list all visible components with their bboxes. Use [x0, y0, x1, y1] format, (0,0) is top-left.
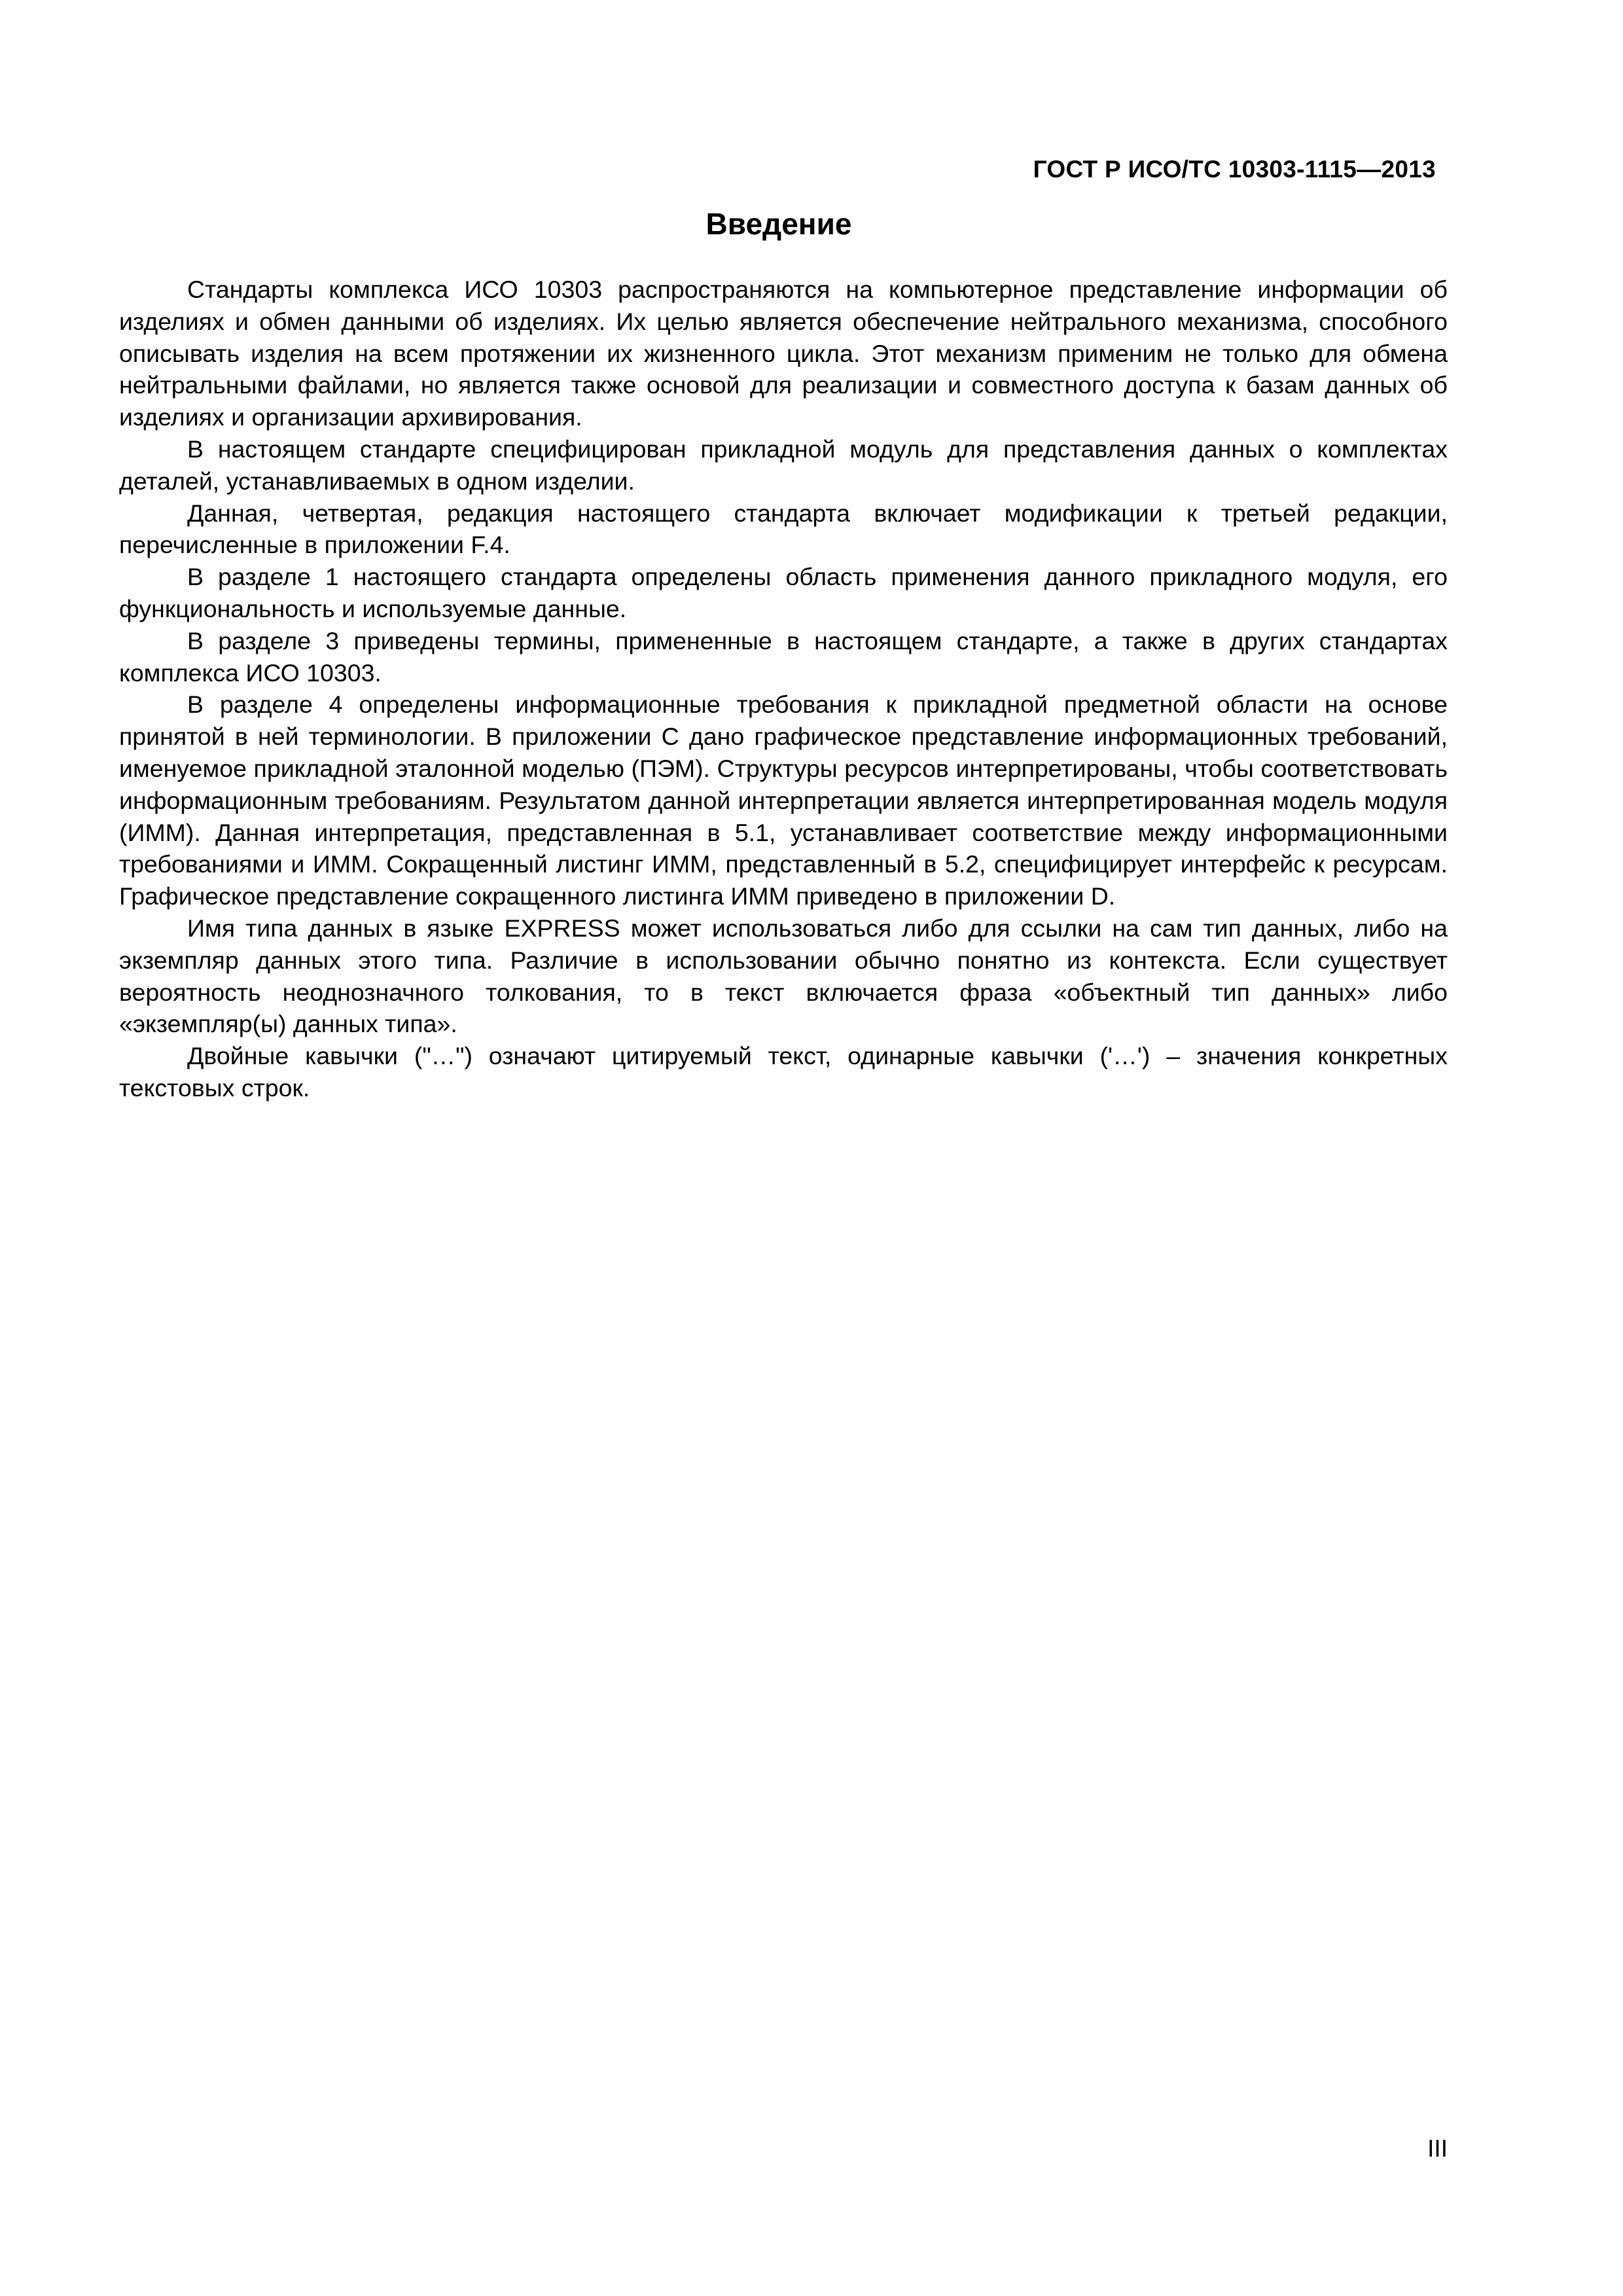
paragraph-edition-note: Данная, четвертая, редакция настоящего стандарта включает модификации к третьей редакции, перечисленные в приложении F.4.: [119, 499, 1448, 559]
paragraph-module-purpose: В настоящем стандарте специфицирован прикладной модуль для представления данных о комплектах деталей, устанавливаемых в одном изделии.: [119, 435, 1448, 495]
page-number: III: [1427, 2135, 1448, 2162]
body-text: [119, 274, 1448, 1104]
document-code-header: ГОСТ Р ИСО/ТС 10303-1115—2013: [1033, 156, 1436, 183]
paragraph-section-1: В разделе 1 настоящего стандарта определены область применения данного прикладного модуля, его функциональность и используемые данные.: [119, 563, 1448, 622]
paragraph-quotes: Двойные кавычки ("…") означают цитируемый текст, одинарные кавычки ('…') – значения конкретных текстовых строк.: [119, 1042, 1448, 1102]
paragraph-section-3: В разделе 3 приведены термины, примененные в настоящем стандарте, а также в других стандартах комплекса ИСО 10303.: [119, 626, 1448, 687]
paragraph-section-4: В разделе 4 определены информационные требования к прикладной предметной области на основе принятой в ней терминологии. В приложении С дано графическое представление информационных требований, именуемое прикладной эталонной моделью (ПЭМ). Структуры ресурсов интерпретированы, чтобы соответствовать информационным требованиям. Результатом данной интерпретации является интерпретированная модель модуля (ИММ). Данная интерпретация, представленная в 5.1, устанавливает соответствие между информационными требованиями и ИММ. Сокращенный листинг ИММ, представленный в 5.2, специфицирует интерфейс к ресурсам. Графическое представление сокращенного листинга ИММ приведено в приложении D.: [119, 691, 1448, 910]
paragraph-iso-scope: Стандарты комплекса ИСО 10303 распространяются на компьютерное представление информации об изделиях и обмен данными об изделиях. Их целью является обеспечение нейтрального механизма, способного описывать изделия на всем протяжении их жизненного цикла. Этот механизм применим не только для обмена нейтральными файлами, но является также основой для реализации и совместного доступа к базам данных об изделиях и организации архивирования.: [119, 276, 1448, 431]
paragraph-express-types: Имя типа данных в языке EXPRESS может использоваться либо для ссылки на сам тип данных, либо на экземпляр данных этого типа. Различие в использовании обычно понятно из контекста. Если существует вероятность неоднозначного толкования, то в текст включается фраза «объектный тип данных» либо «экземпляр(ы) данных типа».: [119, 914, 1448, 1038]
section-title: Введение: [705, 207, 852, 241]
